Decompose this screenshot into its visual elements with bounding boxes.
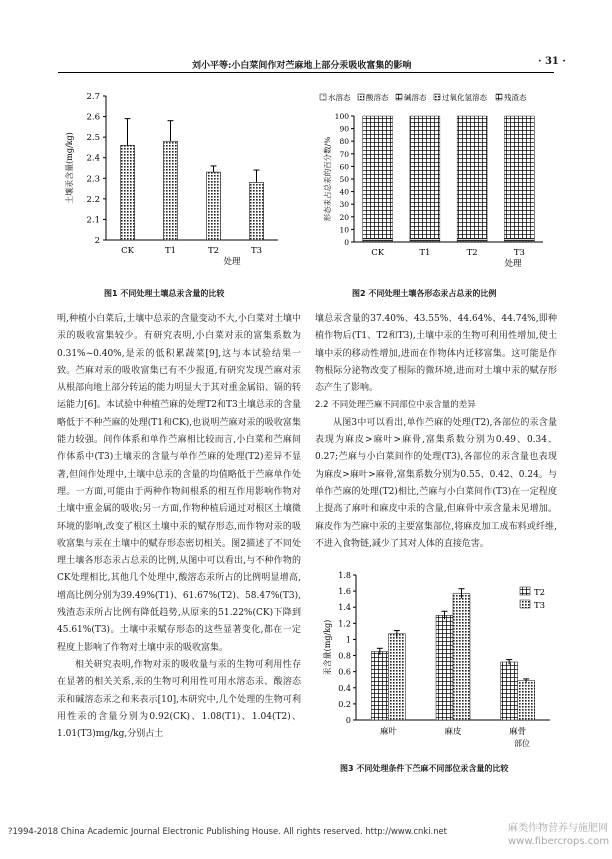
y-axis-title: 土壤汞含量(mg/kg) xyxy=(65,132,74,204)
bar-T3-麻皮 xyxy=(453,594,470,720)
x-tick-label: T2 xyxy=(466,248,478,258)
header-title: 刘小平等:小白菜间作对苎麻地上部分汞吸收富集的影响 xyxy=(192,61,412,71)
legend-swatch xyxy=(396,94,402,100)
y-tick-label: 80 xyxy=(339,137,349,147)
bar-segment-残渣态 xyxy=(504,116,534,239)
legend-swatch xyxy=(320,94,326,100)
y-tick-label: 10 xyxy=(339,225,349,235)
copyright-text: ?1994-2018 China Academic Journal Electronic Publishing House. All rights reserved. http://www.cnki.net xyxy=(8,826,447,836)
y-tick-label: 2.5 xyxy=(86,133,100,144)
y-tick-label: 20 xyxy=(339,212,349,222)
y-tick-label: 90 xyxy=(339,124,349,134)
y-tick-label: 30 xyxy=(339,200,349,210)
y-tick-label: 1.2 xyxy=(338,619,351,629)
bar-T2-麻皮 xyxy=(436,615,453,720)
y-tick-label: 2.7 xyxy=(86,92,100,102)
bar-T2-麻骨 xyxy=(501,662,518,720)
y-tick-label: 2.1 xyxy=(86,215,100,226)
legend-swatch xyxy=(520,587,530,595)
x-axis-title: 部位 xyxy=(514,739,530,748)
legend-swatch xyxy=(520,600,530,608)
bar-T2-麻叶 xyxy=(371,652,388,720)
legend-swatch xyxy=(358,94,364,100)
y-tick-label: 50 xyxy=(339,175,349,184)
y-tick-label: 60 xyxy=(339,162,349,172)
y-tick-label: 2.6 xyxy=(86,112,100,123)
x-tick-label: T2 xyxy=(207,246,220,256)
legend-label: 过氧化氢溶态 xyxy=(442,93,487,102)
x-axis-title: 处理 xyxy=(504,259,522,269)
y-tick-label: 0.6 xyxy=(338,667,351,677)
legend-label: 残渣态 xyxy=(504,93,527,102)
legend-label: 酸溶态 xyxy=(366,93,389,102)
bar-T1 xyxy=(164,141,178,240)
right-column xyxy=(315,311,557,553)
x-tick-label: 麻骨 xyxy=(509,727,527,737)
header-rule xyxy=(58,72,554,73)
figure-2-chart xyxy=(318,90,563,280)
left-paragraph-2: 相关研究表明,作物对汞的吸收量与汞的生物可利用性存在显著的相关关系,汞的生物可利用性可用水溶态汞、酸溶态汞和碱溶态汞之和来表示[10],本研究中,几个处理的生物可利用性汞的含量分别为0.92(CK)、1.08(T1)、1.04(T2)、1.01(T3)mg/kg,分别占土 xyxy=(57,659,301,740)
y-tick-label: 2.3 xyxy=(86,174,100,185)
section-heading: 2.2 不同处理苎麻不同部位中汞含量的差异 xyxy=(315,400,476,411)
legend-label: 碱溶态 xyxy=(404,93,427,102)
legend-swatch xyxy=(496,94,502,100)
y-tick-label: 1.6 xyxy=(338,587,351,597)
bar-segment-残渣态 xyxy=(410,116,440,239)
y-tick-label: 0.4 xyxy=(338,683,351,693)
y-tick-label: 2 xyxy=(94,236,100,246)
y-axis-title: 汞含量(mg/kg) xyxy=(323,619,332,676)
bar-CK xyxy=(121,145,135,240)
bar-T3 xyxy=(250,182,264,240)
figure-2-caption: 图2 不同处理土壤各形态汞占总汞的比例 xyxy=(352,289,497,298)
left-column xyxy=(57,311,301,743)
y-tick-label: 0 xyxy=(344,238,349,247)
y-axis-title: 形态汞占总汞的百分数/% xyxy=(323,136,332,222)
left-paragraph-1: 明,种植小白菜后,土壤中总汞的含量变动不大,小白菜对土壤中汞的吸收富集较少。有研究表明,小白菜对汞的富集系数为0.31%~0.40%,是汞的低积累蔬菜[9],这与本试验结果一致。苎麻对汞的吸收富集已有不少报道,有研究发现苎麻对汞从根部向地上部分转运的能力明显大于其对重金属铅、镉的转运能力[6]。本试验中种植苎麻的处理T2和T3土壤总汞的含量略低于不种苎麻的处理(T1和CK),也说明苎麻对汞的吸收富集能力较强。间作体系和单作苎麻相比较而言,小白菜和苎麻间作体系中(T3)土壤汞的含量与单作苎麻的处理(T2)差异不显著,但间作处理中,土壤中总汞的含量的均值略低于苎麻单作处理。一方面,可能由于两种作物间根系的相互作用影响作物对土壤中重金属的吸收;另一方面,作物种植后通过对根区土壤微环境的影响,改变了根区土壤中汞的赋存形态,而作物对汞的吸收富集与汞在土壤中的赋存形态密切相关。图2描述了不同处理土壤各形态汞占总汞的比例,从图中可以看出,与不种作物的CK处理相比,其他几个处理中,酸溶态汞所占的比例明显增高,增高比例分别为39.49%(T1)、61.67%(T2)、58.47%(T3),残渣态汞所占比例有降低趋势,从原来的51.22%(CK)下降到45.61%(T3)。土壤中汞赋存形态的这些显著变化,都在一定程度上影响了作物对土壤中汞的吸收富集。 xyxy=(57,314,301,653)
x-tick-label: 麻叶 xyxy=(379,727,397,737)
bar-T2 xyxy=(207,172,221,240)
x-tick-label: CK xyxy=(121,246,134,256)
right-paragraph-1: 壤总汞含量的37.40%、43.55%、44.64%、44.74%,即种植作物后(T1、T2和T3),土壤中汞的生物可利用性增加,使土壤中汞的移动性增加,进而在作物体内迁移富集。这可能是作物根际分泌物改变了根际的微环境,进而对土壤中汞的赋存形态产生了影响。 xyxy=(315,314,557,394)
y-tick-label: 0 xyxy=(345,716,351,725)
y-tick-label: 0.2 xyxy=(338,699,351,709)
page-number: · 31 · xyxy=(538,56,566,67)
bar-segment-残渣态 xyxy=(363,116,393,239)
y-tick-label: 2.2 xyxy=(86,194,100,205)
y-tick-label: 70 xyxy=(339,149,349,159)
x-tick-label: T3 xyxy=(250,246,263,256)
x-tick-label: T1 xyxy=(419,248,431,258)
x-axis-title: 处理 xyxy=(223,257,241,267)
figure-3-caption: 图3 不同处理条件下苎麻不同部位汞含量的比较 xyxy=(340,764,509,773)
figure-3-chart xyxy=(318,565,563,765)
y-tick-label: 40 xyxy=(339,187,349,197)
watermark: 麻类作物营养与施肥网 www.fibercrops.com xyxy=(508,823,610,847)
legend-label: T3 xyxy=(534,601,546,611)
legend-label: 水溶态 xyxy=(328,93,351,102)
y-tick-label: 100 xyxy=(334,112,349,121)
x-tick-label: 麻皮 xyxy=(444,727,462,737)
figure-1-chart xyxy=(58,88,288,278)
y-tick-label: 1.4 xyxy=(338,603,351,613)
bar-segment-残渣态 xyxy=(457,116,487,239)
legend-swatch xyxy=(434,94,440,100)
x-tick-label: T1 xyxy=(164,246,177,256)
x-tick-label: T3 xyxy=(513,248,525,258)
bar-T3-麻骨 xyxy=(518,681,535,720)
right-paragraph-2: 从图3中可以看出,单作苎麻的处理(T2),各部位的汞含量表现为麻皮>麻叶>麻骨,富集系数分别为0.49、0.34、0.27;苎麻与小白菜间作的处理(T3),各部位的汞含量也表现为麻皮>麻叶>麻骨,富集系数分别为0.55、0.42、0.24。与单作苎麻的处理(T2)相比,苎麻与小白菜间作(T3)在一定程度上提高了麻叶和麻皮中汞的含量,但麻骨中汞含量未见增加。麻皮作为苎麻中汞的主要富集部位,将麻皮加工成布料或纤维,不进入食物链,减少了其对人体的直接危害。 xyxy=(315,417,557,549)
legend-label: T2 xyxy=(534,588,546,598)
y-tick-label: 1.8 xyxy=(338,571,351,580)
y-tick-label: 0.8 xyxy=(338,651,351,661)
y-tick-label: 2.4 xyxy=(86,153,100,164)
x-tick-label: CK xyxy=(371,248,385,258)
bar-T3-麻叶 xyxy=(388,634,405,720)
figure-1-caption: 图1 不同处理土壤总汞含量的比较 xyxy=(104,289,225,298)
y-tick-label: 1 xyxy=(345,635,351,645)
